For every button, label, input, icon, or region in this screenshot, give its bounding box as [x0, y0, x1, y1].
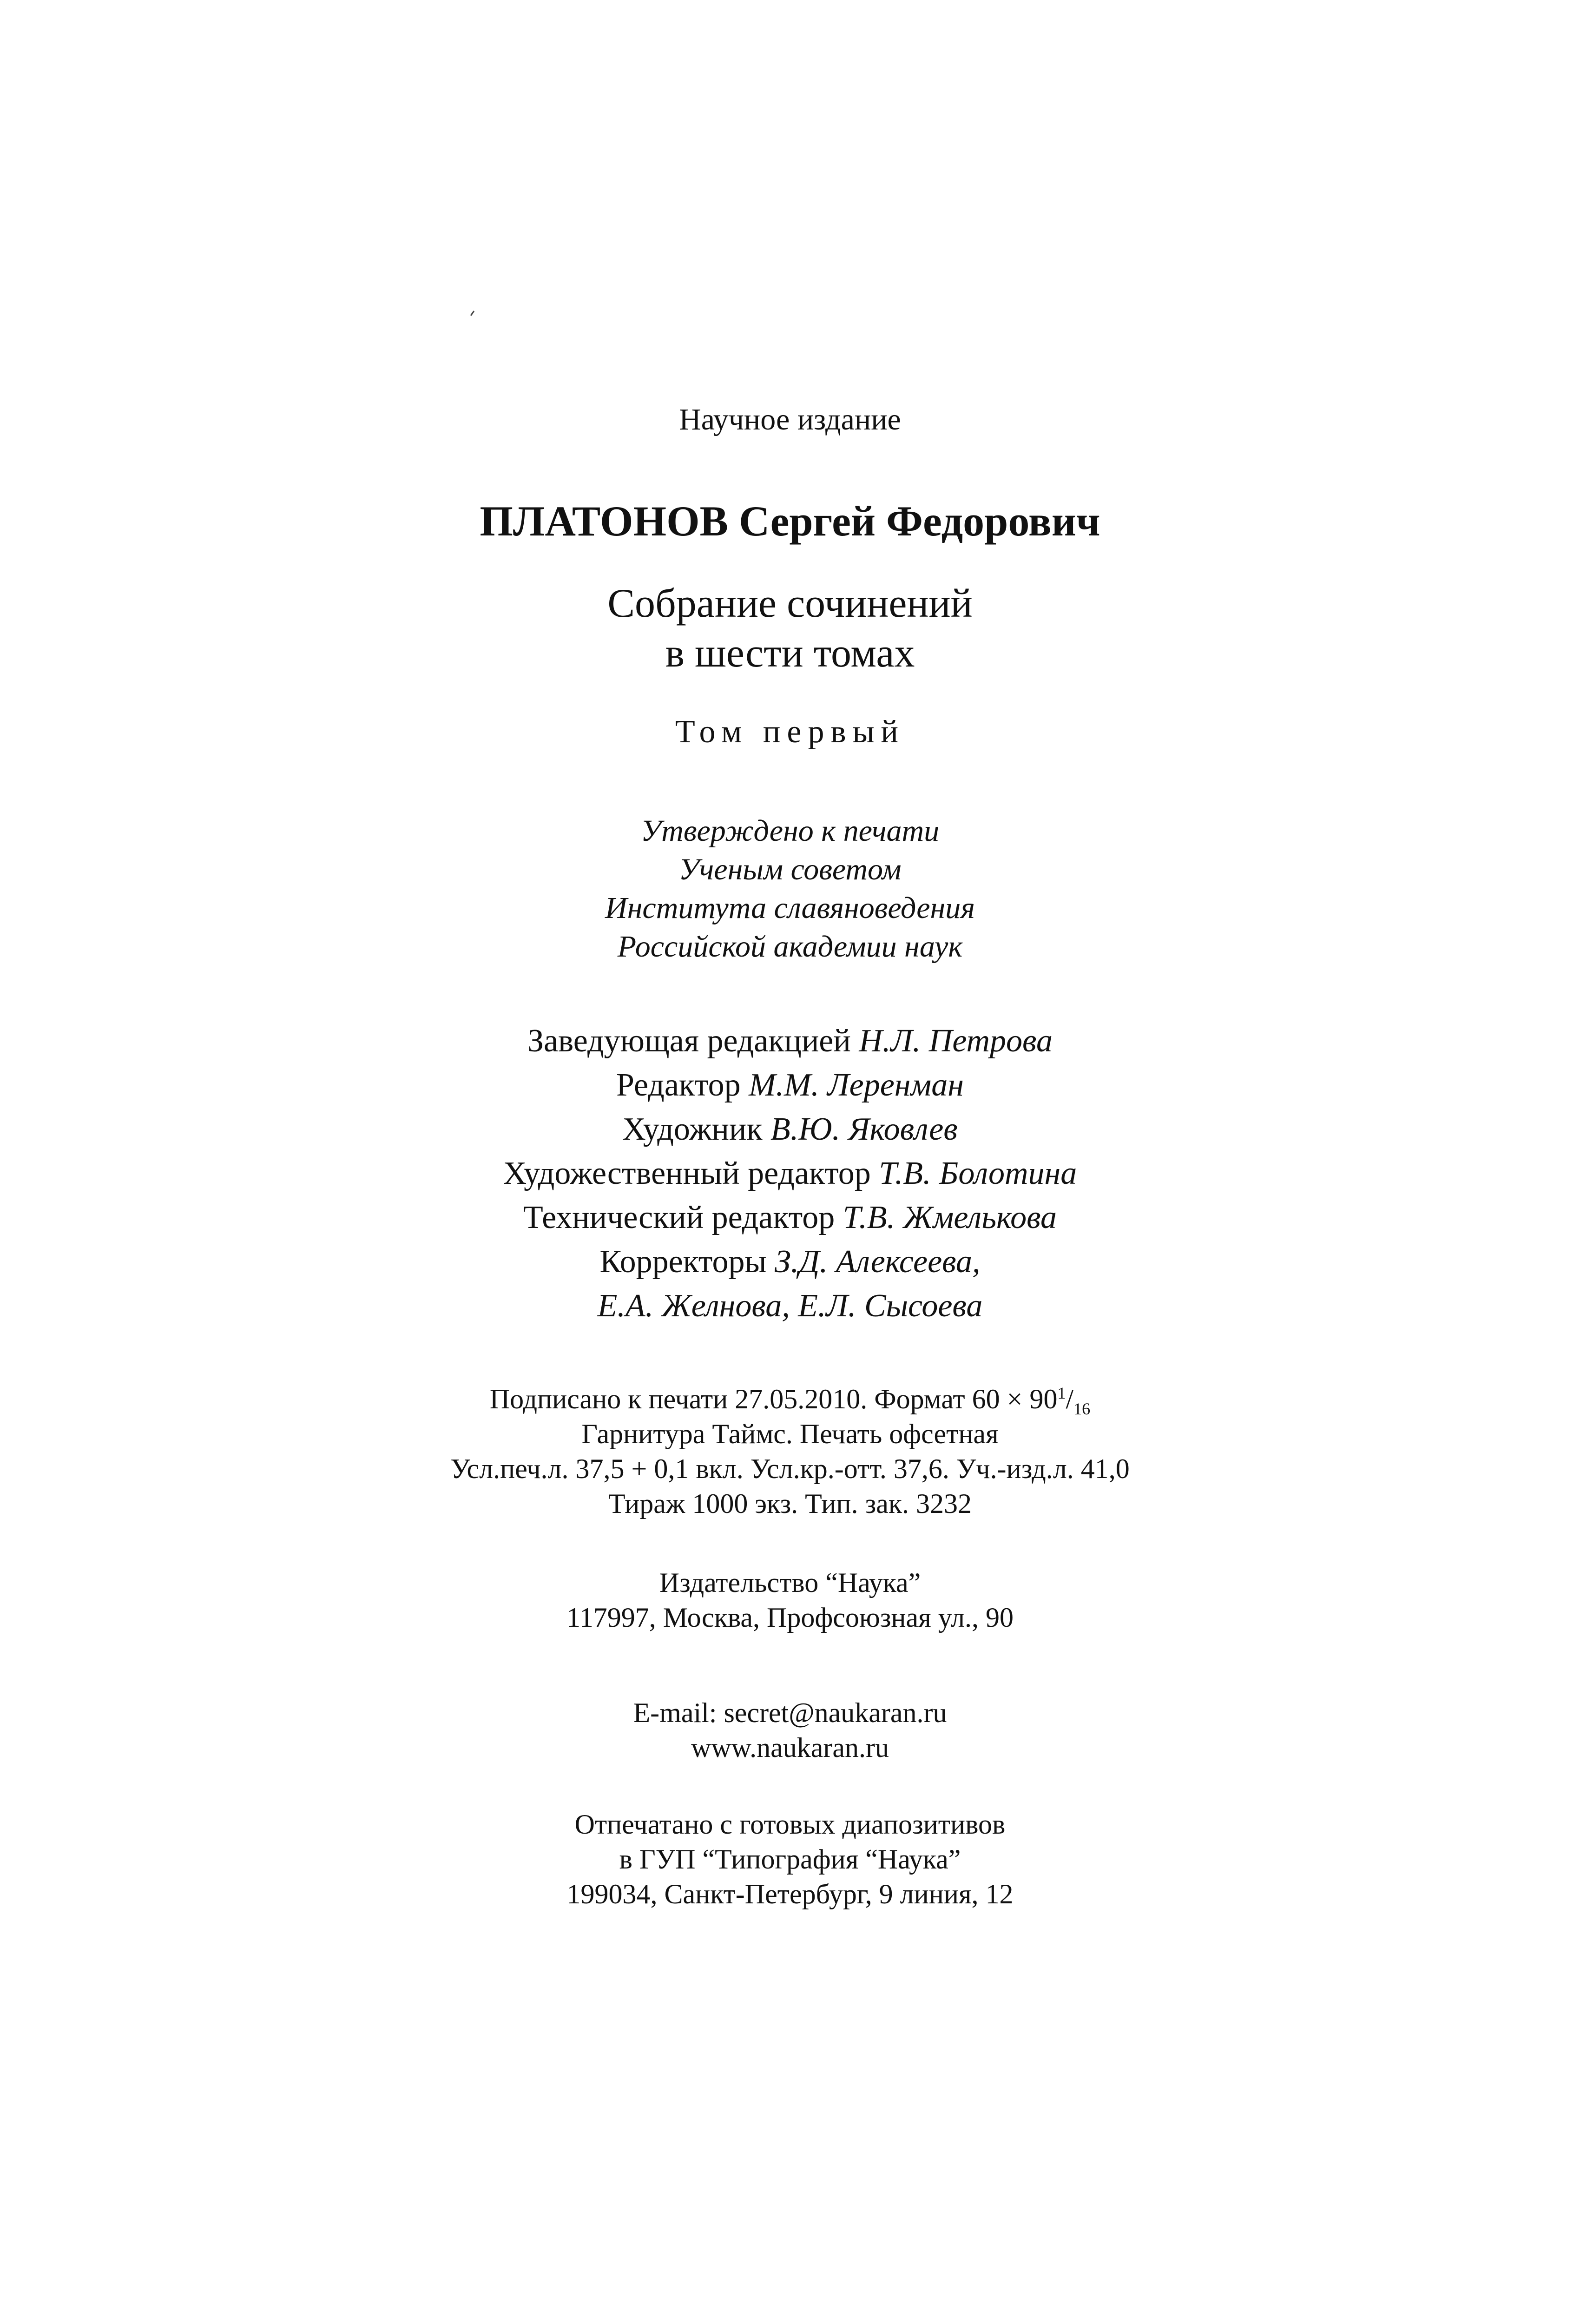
publisher-email: E-mail: secret@naukaran.ru [633, 1697, 947, 1728]
publisher-address: 117997, Москва, Профсоюзная ул., 90 [566, 1602, 1014, 1633]
format-numerator: 1 [1057, 1384, 1066, 1402]
format-denominator: 16 [1073, 1400, 1091, 1418]
format-slash: / [1066, 1384, 1074, 1414]
credit-name: З.Д. Алексеева, [775, 1244, 981, 1280]
author-name: ПЛАТОНОВ Сергей Федорович [480, 497, 1100, 545]
approval-line-4: Российской академии наук [617, 930, 963, 964]
credit-artist [0, 1113, 1580, 1146]
print-run: Тираж 1000 экз. Тип. зак. 3232 [608, 1488, 972, 1519]
credit-name: Т.В. Жмелькова [843, 1200, 1057, 1235]
credit-name: Н.Л. Петрова [859, 1023, 1053, 1059]
credit-editor [0, 1069, 1580, 1102]
publisher-website: www.naukaran.ru [691, 1732, 889, 1763]
approval-line-1: Утверждено к печати [640, 814, 940, 848]
credit-role: Художник [622, 1111, 763, 1147]
work-title-line-2: в шести томах [665, 631, 915, 676]
print-typeface: Гарнитура Таймс. Печать офсетная [581, 1419, 999, 1449]
print-sheets: Усл.печ.л. 37,5 + 0,1 вкл. Усл.кр.-отт. 37,6. Уч.-изд.л. 41,0 [450, 1453, 1130, 1484]
printer-line-1: Отпечатано с готовых диапозитивов [574, 1809, 1006, 1840]
edition-type: Научное издание [679, 403, 901, 436]
credit-correctors-continued: Е.А. Желнова, Е.Л. Сысоева [597, 1288, 983, 1324]
credit-role: Редактор [616, 1067, 741, 1103]
credit-head-editor [0, 1025, 1580, 1057]
printer-line-2: в ГУП “Типография “Наука” [619, 1844, 961, 1875]
credit-role: Художественный редактор [503, 1155, 871, 1191]
credit-correctors [0, 1246, 1580, 1278]
credit-name: В.Ю. Яковлев [770, 1111, 958, 1147]
credit-role: Заведующая редакцией [527, 1023, 851, 1059]
approval-line-3: Института славяноведения [605, 891, 975, 925]
approval-line-2: Ученым советом [678, 852, 902, 886]
credit-name: Т.В. Болотина [879, 1155, 1077, 1191]
credit-art-editor [0, 1157, 1580, 1190]
work-title-line-1: Собрание сочинений [607, 581, 973, 626]
print-signed: Подписано к печати 27.05.2010. Формат 60 × 90 [489, 1384, 1058, 1414]
credit-role: Технический редактор [523, 1200, 835, 1235]
credit-role: Корректоры [599, 1244, 767, 1280]
stray-mark [470, 310, 474, 316]
printer-address: 199034, Санкт-Петербург, 9 линия, 12 [566, 1879, 1014, 1909]
publisher-name: Издательство “Наука” [659, 1567, 921, 1598]
credit-tech-editor [0, 1202, 1580, 1234]
print-signed-format [0, 1384, 1580, 1418]
volume-label: Том первый [675, 714, 905, 750]
credit-name: М.М. Леренман [749, 1067, 964, 1103]
